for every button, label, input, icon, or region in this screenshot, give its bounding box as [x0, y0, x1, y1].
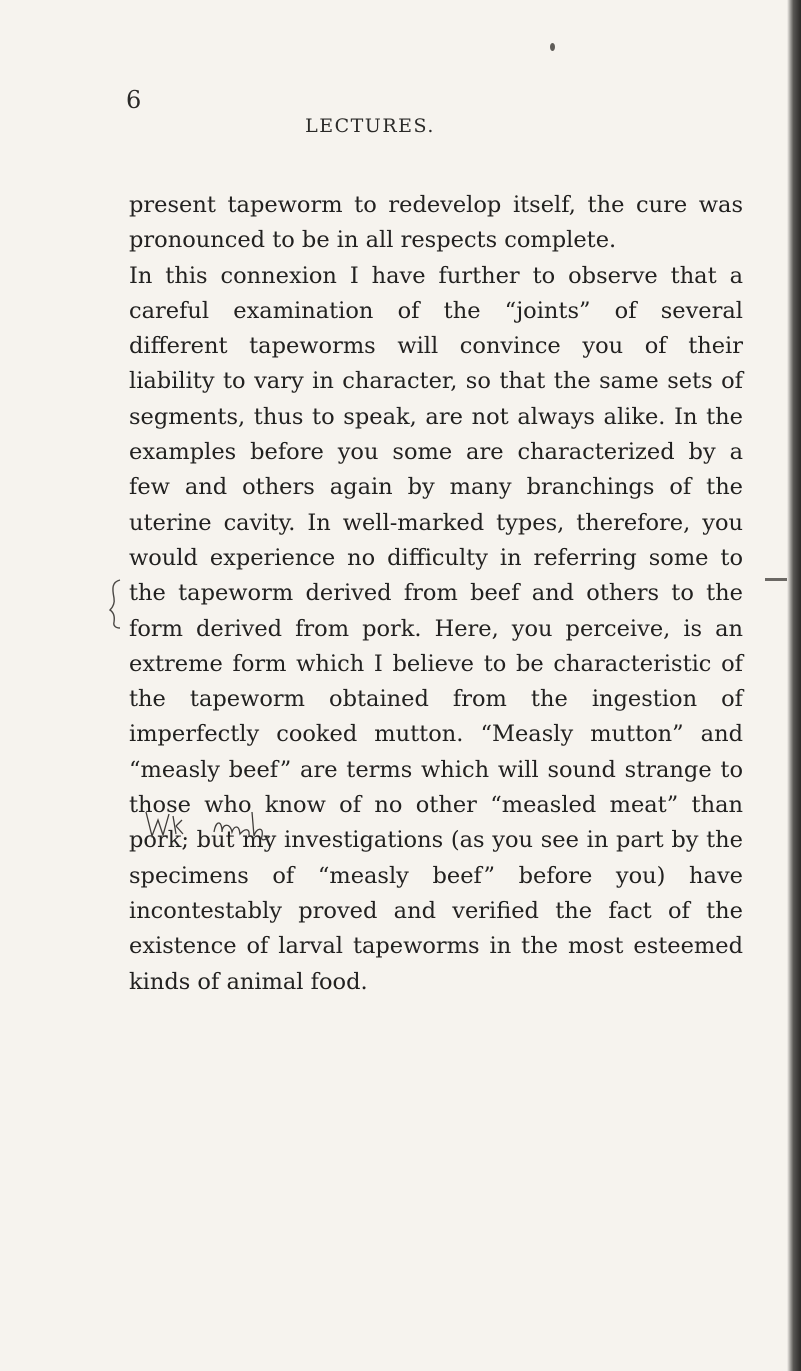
- page-edge-shadow: [787, 0, 801, 1371]
- paragraph-2: In this connexion I have further to observe that a careful examination of the “joints” of several different tapeworms will convince you of their liability to vary in character, so that the same sets of segments, thus to speak, are not always alike. In the examples before you some are characterized by a few and others again by many branchings of the uterine cavity. In well-marked types, therefore, you would experience no difficulty in referring some to the tapeworm derived from beef and others to the form derived from pork. Here, you perceive, is an extreme form which I believe to be characteristic of the tapeworm obtained from the ingestion of imperfectly cooked mutton. “Measly mutton” and “measly beef” are terms which will sound strange to those who know of no other “measled meat” than pork; but my investigations (as you see in part by the specimens of “measly beef” before you) have incontestably proved and verified the fact of the existence of larval tapeworms in the most esteemed kinds of animal food.: [129, 262, 743, 995]
- page-edge-mark: [765, 578, 787, 581]
- ink-speck: [550, 43, 555, 51]
- page-number: 6: [126, 86, 142, 114]
- body-text: [129, 188, 743, 1000]
- running-title: LECTURES.: [305, 115, 435, 137]
- margin-bracket-mark: [108, 578, 122, 630]
- handwritten-signature: [142, 806, 274, 846]
- paragraph-1: present tapeworm to redevelop itself, the cure was pronounced to be in all respects complete.: [129, 192, 743, 254]
